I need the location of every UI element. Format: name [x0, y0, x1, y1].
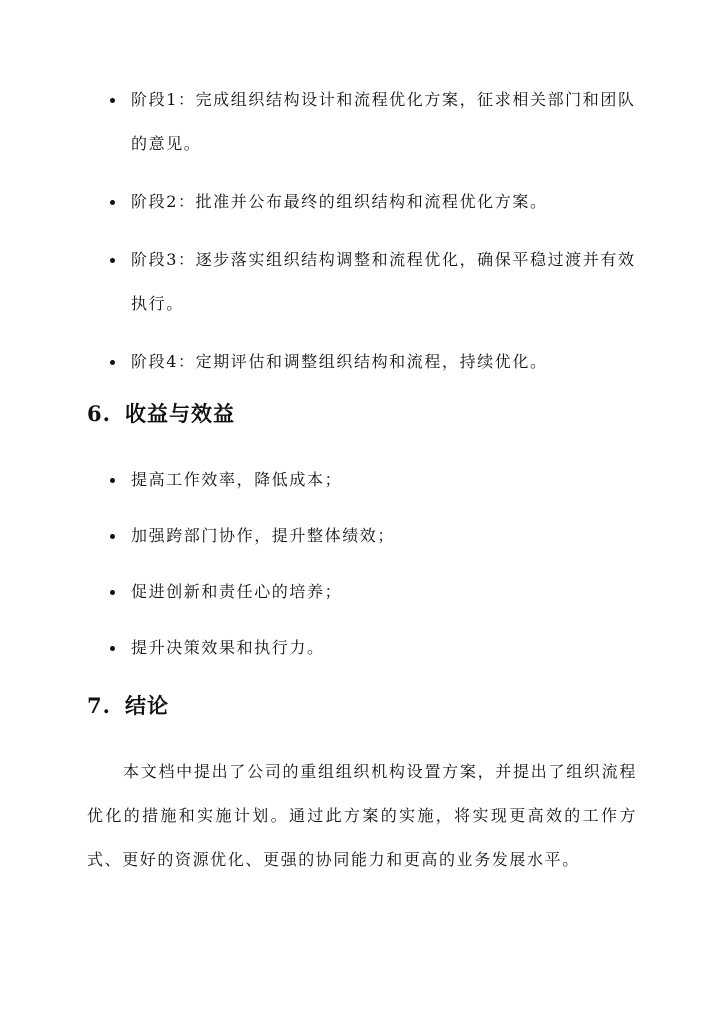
- list-item: [0, 514, 720, 558]
- section-heading: [87, 690, 169, 720]
- stage-text: 阶段2：批准并公布最终的组织结构和流程优化方案。: [131, 192, 548, 211]
- benefit-text: 提高工作效率，降低成本；: [131, 470, 343, 489]
- stage-text: 阶段3：逐步落实组织结构调整和流程优化，确保平稳过渡并有效执行。: [131, 250, 636, 313]
- bullet-icon: [110, 98, 115, 103]
- section-heading: [87, 398, 235, 428]
- bullet-icon: [110, 646, 115, 651]
- list-item: [0, 570, 720, 614]
- stage-text: 阶段4：定期评估和调整组织结构和流程，持续优化。: [131, 352, 548, 371]
- list-item: [0, 180, 720, 224]
- benefit-text: 促进创新和责任心的培养；: [131, 582, 343, 601]
- bullet-icon: [110, 534, 115, 539]
- list-item: [0, 238, 720, 326]
- stage-list: [0, 78, 720, 384]
- benefit-text: 加强跨部门协作，提升整体绩效；: [131, 526, 396, 545]
- bullet-icon: [110, 360, 115, 365]
- list-item: [0, 626, 720, 670]
- list-item: [0, 78, 720, 166]
- bullet-icon: [110, 258, 115, 263]
- section-title: 收益与效益: [125, 401, 235, 426]
- section-number: 6.: [87, 401, 111, 426]
- list-item: [0, 458, 720, 502]
- stage-text: 阶段1：完成组织结构设计和流程优化方案，征求相关部门和团队的意见。: [131, 90, 636, 153]
- bullet-icon: [110, 478, 115, 483]
- conclusion-paragraph: 本文档中提出了公司的重组组织机构设置方案，并提出了组织流程优化的措施和实施计划。通过此方案的实施，将实现更高效的工作方式、更好的资源优化、更强的协同能力和更高的业务发展水平。: [87, 762, 637, 869]
- bullet-icon: [110, 590, 115, 595]
- section-title: 结论: [125, 693, 169, 718]
- benefit-text: 提升决策效果和执行力。: [131, 638, 325, 657]
- benefit-list: [0, 458, 720, 670]
- bullet-icon: [110, 200, 115, 205]
- section-number: 7.: [87, 693, 111, 718]
- list-item: [0, 340, 720, 384]
